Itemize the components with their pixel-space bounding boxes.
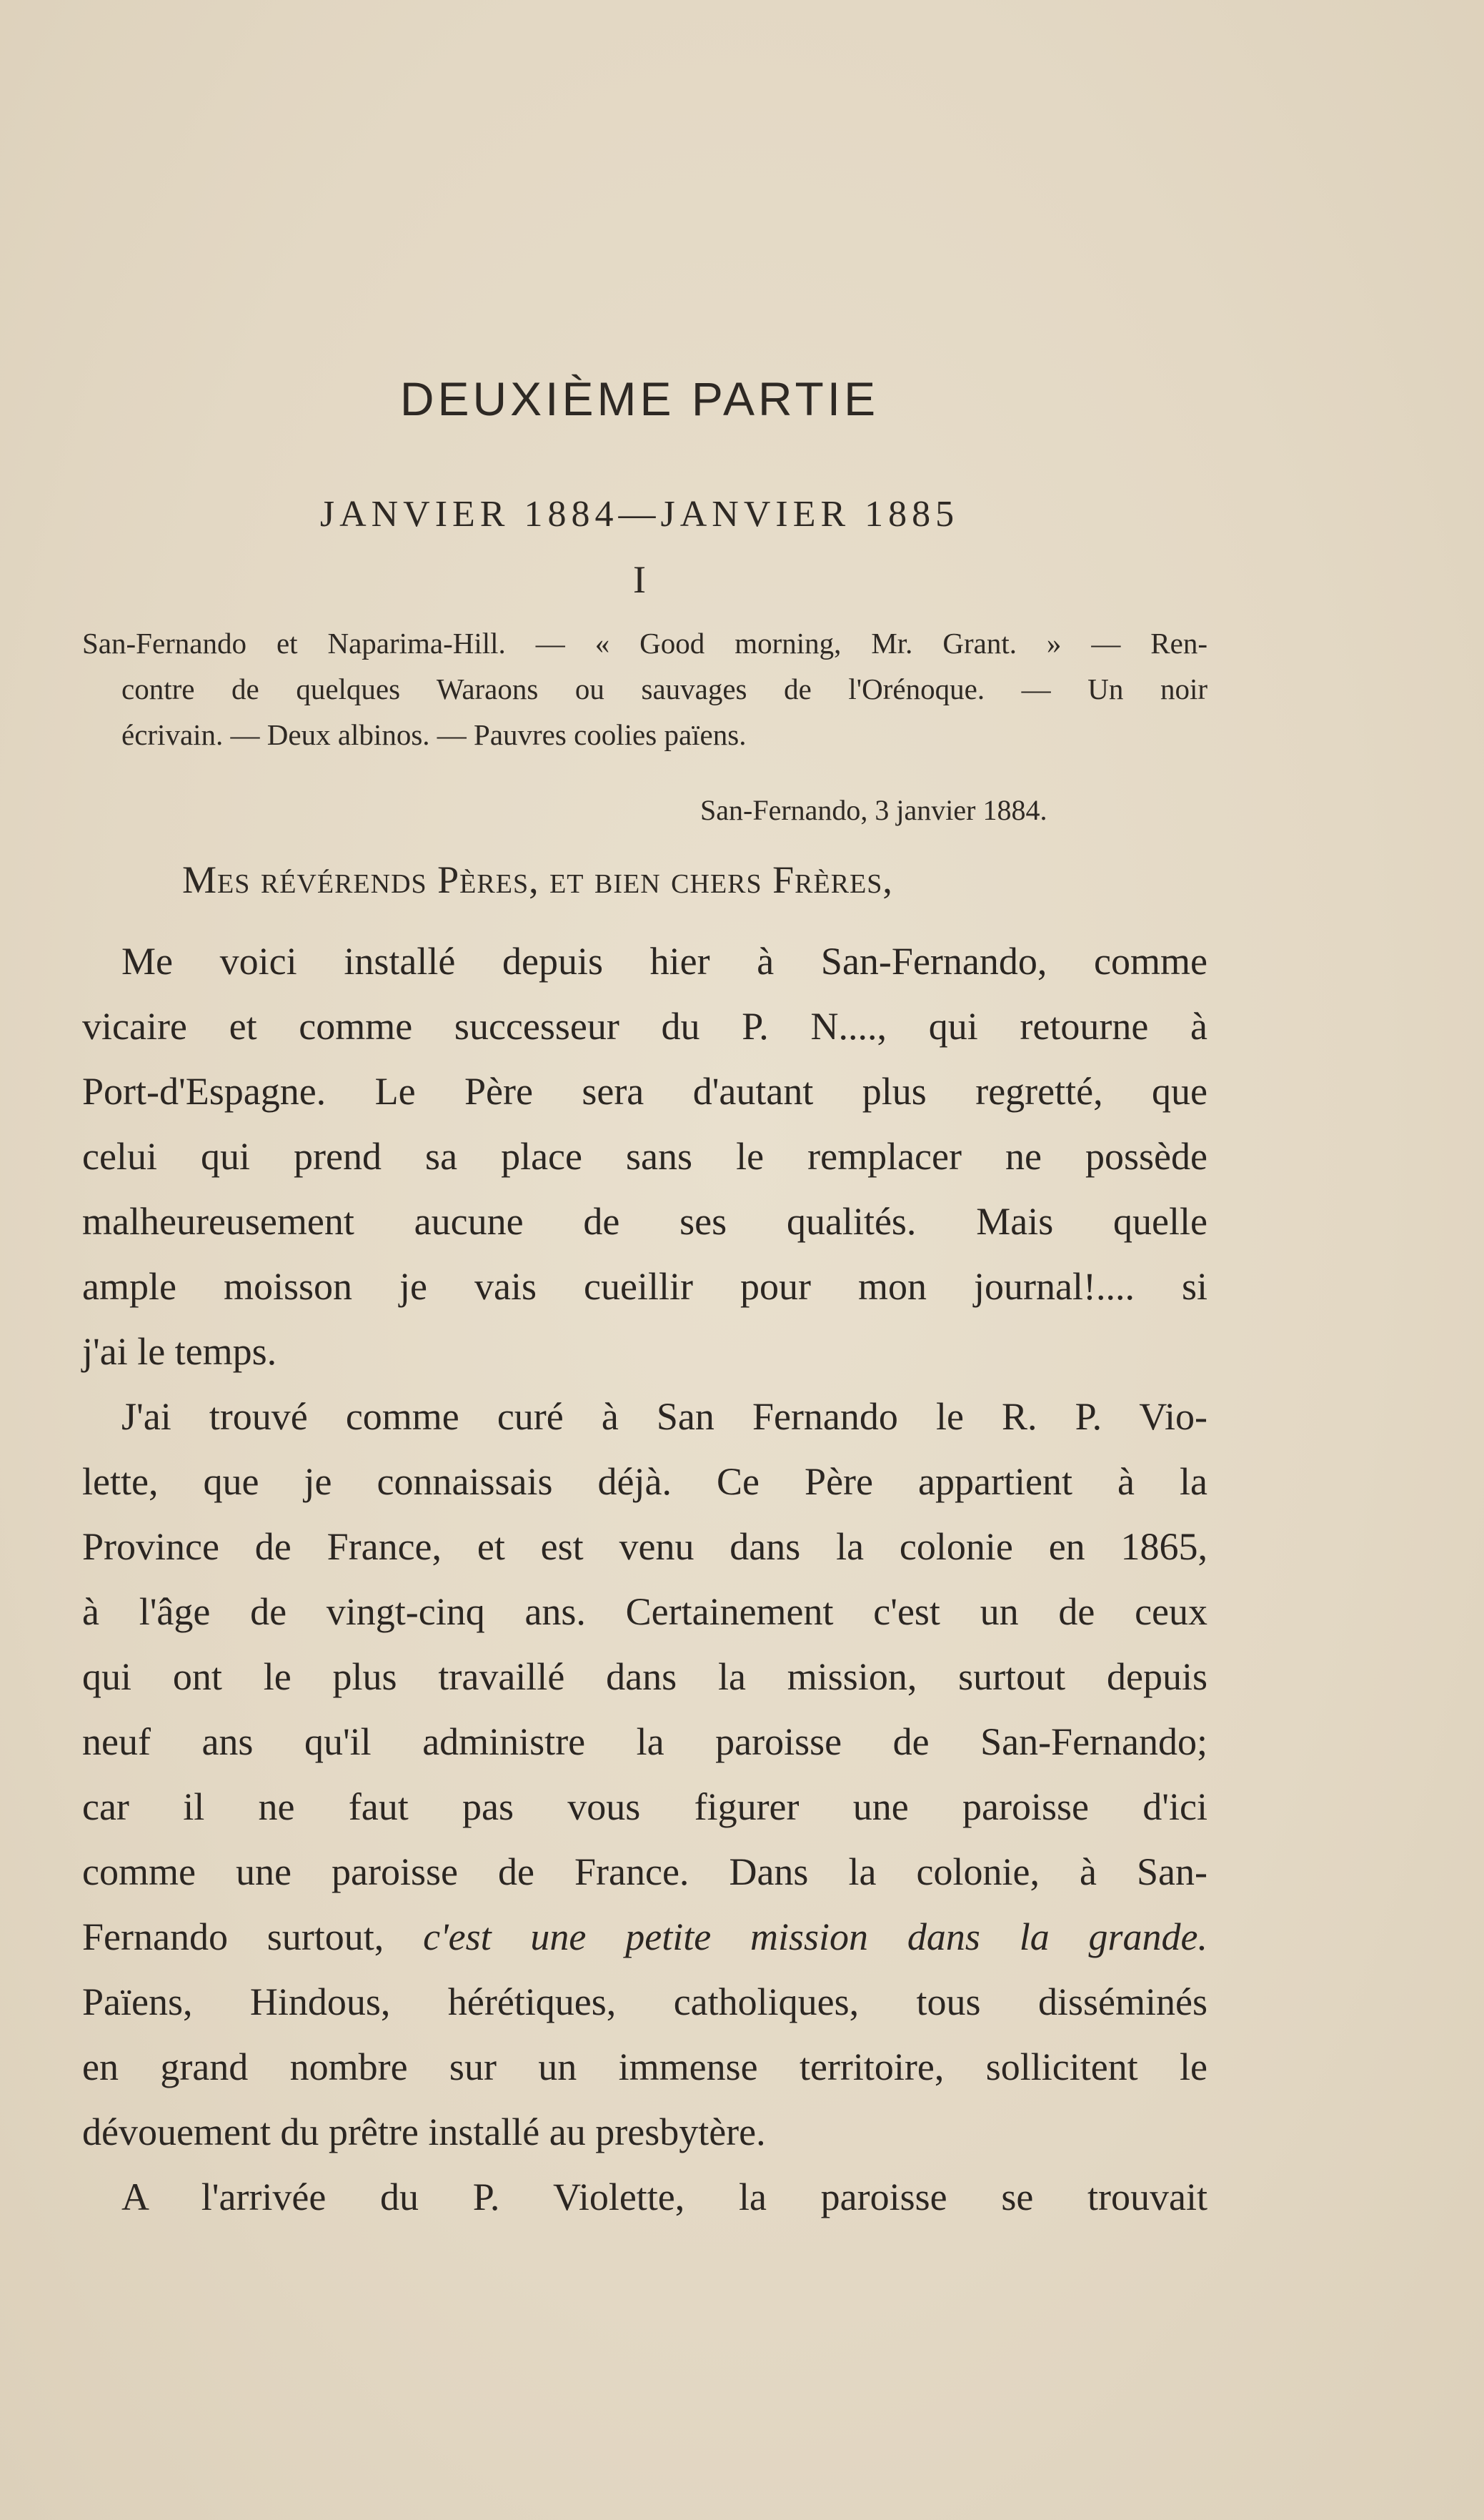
- summary-line: écrivain. — Deux albinos. — Pauvres coolies païens.: [121, 718, 747, 751]
- body-line-start: Fernando surtout,: [82, 1915, 384, 1958]
- italic-phrase: c'est une petite mission dans la grande.: [423, 1915, 1208, 1958]
- body-line: Me voici installé depuis hier à San-Fernando, comme: [121, 940, 1207, 983]
- body-line: ample moisson je vais cueillir pour mon journal!.... si: [82, 1265, 1207, 1308]
- body-line: malheureusement aucune de ses qualités. Mais quelle: [82, 1200, 1207, 1243]
- letter-body: [82, 929, 1207, 2230]
- body-line: Province de France, et est venu dans la colonie en 1865,: [82, 1525, 1207, 1568]
- body-line: A l'arrivée du P. Violette, la paroisse se trouvait: [121, 2176, 1207, 2218]
- summary-line: contre de quelques Waraons ou sauvages de l'Orénoque. — Un noir: [121, 673, 1207, 705]
- part-title: DEUXIÈME PARTIE: [399, 372, 880, 425]
- body-line: J'ai trouvé comme curé à San Fernando le R. P. Vio-: [121, 1395, 1207, 1438]
- body-line: dévouement du prêtre installé au presbytère.: [82, 2110, 766, 2153]
- body-line: comme une paroisse de France. Dans la colonie, à San-: [82, 1850, 1207, 1893]
- body-line: car il ne faut pas vous figurer une paroisse d'ici: [82, 1785, 1207, 1828]
- summary-line: San-Fernando et Naparima-Hill. — « Good morning, Mr. Grant. » — Ren-: [82, 627, 1207, 660]
- body-line: Païens, Hindous, hérétiques, catholiques, tous disséminés: [82, 1980, 1207, 2023]
- body-line: vicaire et comme successeur du P. N...., qui retourne à: [82, 1005, 1207, 1048]
- body-line: qui ont le plus travaillé dans la mission, surtout depuis: [82, 1655, 1207, 1698]
- body-line: Port-d'Espagne. Le Père sera d'autant plus regretté, que: [82, 1070, 1207, 1113]
- body-line: en grand nombre sur un immense territoire, sollicitent le: [82, 2045, 1207, 2088]
- body-line: celui qui prend sa place sans le remplacer ne possède: [82, 1135, 1207, 1178]
- date-range-heading: JANVIER 1884—JANVIER 1885: [319, 494, 960, 535]
- chapter-number: I: [633, 558, 646, 601]
- body-line: neuf ans qu'il administre la paroisse de San-Fernando;: [82, 1720, 1207, 1763]
- body-line: lette, que je connaissais déjà. Ce Père appartient à la: [82, 1460, 1207, 1503]
- letter-salutation: Mes révérends Pères, et bien chers Frères,: [182, 858, 893, 901]
- body-line-with-italic: [82, 1905, 1207, 1970]
- chapter-summary: [82, 620, 1207, 758]
- letter-dateline: San-Fernando, 3 janvier 1884.: [700, 794, 1047, 826]
- body-line: j'ai le temps.: [82, 1330, 277, 1373]
- body-line: à l'âge de vingt-cinq ans. Certainement c'est un de ceux: [82, 1590, 1207, 1633]
